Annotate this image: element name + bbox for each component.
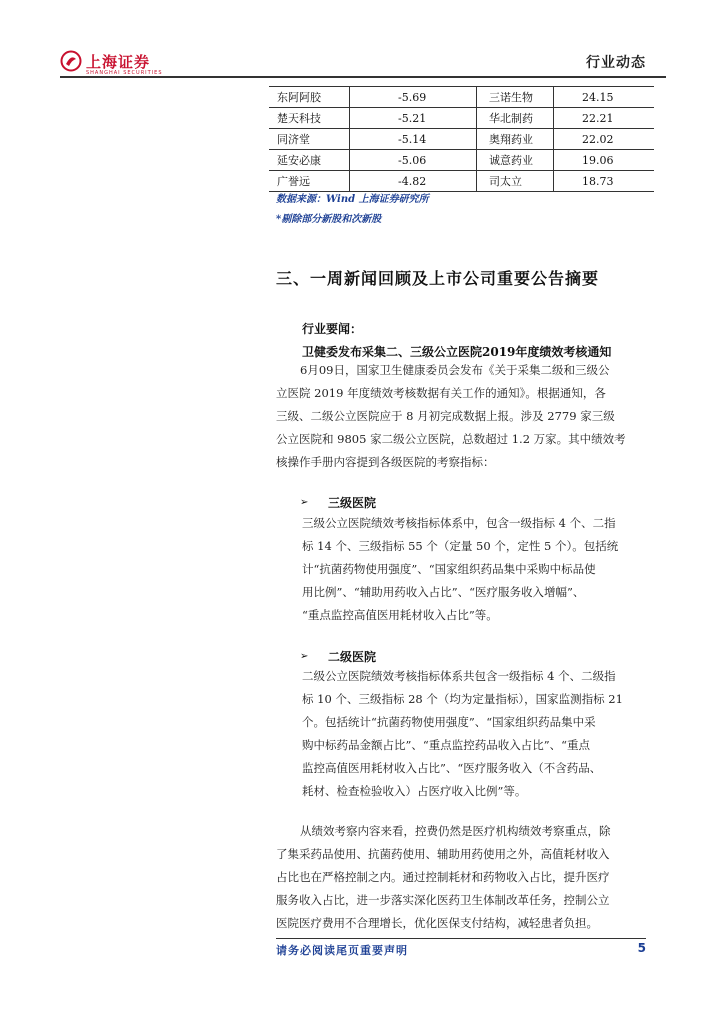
- change-value-left: -4.82: [350, 171, 477, 192]
- paragraph-line: 三级、二级公立医院应于 8 月初完成数据上报。涉及 2779 家三级: [276, 409, 615, 423]
- stock-name-right: 司太立: [477, 171, 554, 192]
- bullet-title: 三级医院: [328, 496, 377, 510]
- stock-name-left: 楚天科技: [269, 108, 350, 129]
- paragraph-line: 三级公立医院绩效考核指标体系中，包含一级指标 4 个、二指: [302, 516, 616, 530]
- section-label: 行业动态: [586, 55, 646, 71]
- header-divider: [60, 76, 666, 78]
- table-row: [269, 150, 654, 171]
- stock-name-left: 东阿阿胶: [269, 87, 350, 108]
- paragraph-line: 公立医院和 9805 家二级公立医院，总数超过 1.2 万家。其中绩效考: [276, 432, 626, 446]
- table-row: [269, 87, 654, 108]
- footer-divider: [276, 938, 646, 939]
- stock-name-right: 诚意药业: [477, 150, 554, 171]
- bullet-tertiary-hospital: [300, 494, 376, 511]
- stock-name-right: 奥翔药业: [477, 129, 554, 150]
- change-value-left: -5.14: [350, 129, 477, 150]
- change-value-right: 24.15: [554, 87, 655, 108]
- logo-text: 上海证券: [86, 52, 151, 71]
- paragraph-line: 医院医疗费用不合理增长，优化医保支付结构，减轻患者负担。: [276, 916, 598, 930]
- table-row: [269, 129, 654, 150]
- logo-icon: [60, 50, 82, 72]
- exclude-note: *剔除部分新股和次新股: [276, 214, 382, 225]
- stock-change-table: [269, 86, 654, 192]
- tertiary-hospital-paragraph: [302, 512, 646, 627]
- paragraph-line: 从绩效考察内容来看，控费仍然是医疗机构绩效考察重点，除: [300, 824, 611, 838]
- change-value-right: 22.21: [554, 108, 655, 129]
- arrow-bullet-icon: ➢: [300, 497, 309, 508]
- stock-name-left: 广誉远: [269, 171, 350, 192]
- paragraph-line: 用比例”、“辅助用药收入占比”、“医疗服务收入增幅”、: [302, 585, 585, 599]
- logo-subtext: SHANGHAI SECURITIES: [86, 70, 163, 76]
- news-label: 行业要闻：: [302, 322, 363, 336]
- paragraph-line: 标 14 个、三级指标 55 个（定量 50 个，定性 5 个）。包括统: [302, 539, 619, 553]
- change-value-left: -5.06: [350, 150, 477, 171]
- stock-name-right: 三诺生物: [477, 87, 554, 108]
- paragraph-line: 6月09日，国家卫生健康委员会发布《关于采集二级和三级公: [300, 363, 610, 377]
- change-value-left: -5.69: [350, 87, 477, 108]
- paragraph-line: 监控高值医用耗材收入占比”、“医疗服务收入（不含药品、: [302, 761, 602, 775]
- paragraph-line: 占比也在严格控制之内。通过控制耗材和药物收入占比，提升医疗: [276, 870, 610, 884]
- paragraph-line: 核操作手册内容提到各级医院的考察指标：: [276, 455, 495, 469]
- section-title: 三、一周新闻回顾及上市公司重要公告摘要: [276, 269, 600, 288]
- paragraph-line: 购中标药品金额占比”、“重点监控药品收入占比”、“重点: [302, 738, 591, 752]
- paragraph-line: 服务收入占比，进一步落实深化医药卫生体制改革任务，控制公立: [276, 893, 610, 907]
- table-row: [269, 171, 654, 192]
- stock-name-left: 同济堂: [269, 129, 350, 150]
- paragraph-line: 耗材、检查检验收入）占医疗收入比例”等。: [302, 784, 527, 798]
- secondary-hospital-paragraph: [302, 665, 646, 803]
- paragraph-line: “重点监控高值医用耗材收入占比”等。: [302, 608, 498, 622]
- paragraph-line: 了集采药品使用、抗菌药使用、辅助用药使用之外，高值耗材收入: [276, 847, 610, 861]
- paragraph-line: 个。包括统计“抗菌药物使用强度”、“国家组织药品集中采: [302, 715, 596, 729]
- paragraph-line: 标 10 个、三级指标 28 个（均为定量指标），国家监测指标 21: [302, 692, 623, 706]
- news-headline: 卫健委发布采集二、三级公立医院2019年度绩效考核通知: [302, 345, 612, 359]
- news-intro-paragraph: [276, 359, 646, 474]
- change-value-right: 22.02: [554, 129, 655, 150]
- footer-disclaimer: 请务必阅读尾页重要声明: [276, 944, 408, 957]
- conclusion-paragraph: [276, 820, 646, 935]
- change-value-right: 18.73: [554, 171, 655, 192]
- arrow-bullet-icon: ➢: [300, 651, 309, 662]
- bullet-title: 二级医院: [328, 650, 377, 664]
- paragraph-line: 计“抗菌药物使用强度”、“国家组织药品集中采购中标品使: [302, 562, 596, 576]
- source-note: 数据来源：Wind 上海证券研究所: [276, 194, 429, 205]
- page-number: 5: [637, 941, 646, 955]
- stock-name-left: 延安必康: [269, 150, 350, 171]
- page-header: [0, 0, 724, 80]
- company-logo: [60, 50, 163, 76]
- change-value-left: -5.21: [350, 108, 477, 129]
- stock-name-right: 华北制药: [477, 108, 554, 129]
- change-value-right: 19.06: [554, 150, 655, 171]
- table-row: [269, 108, 654, 129]
- paragraph-line: 立医院 2019 年度绩效考核数据有关工作的通知》。根据通知，各: [276, 386, 606, 400]
- bullet-secondary-hospital: [300, 648, 376, 665]
- paragraph-line: 二级公立医院绩效考核指标体系共包含一级指标 4 个、二级指: [302, 669, 616, 683]
